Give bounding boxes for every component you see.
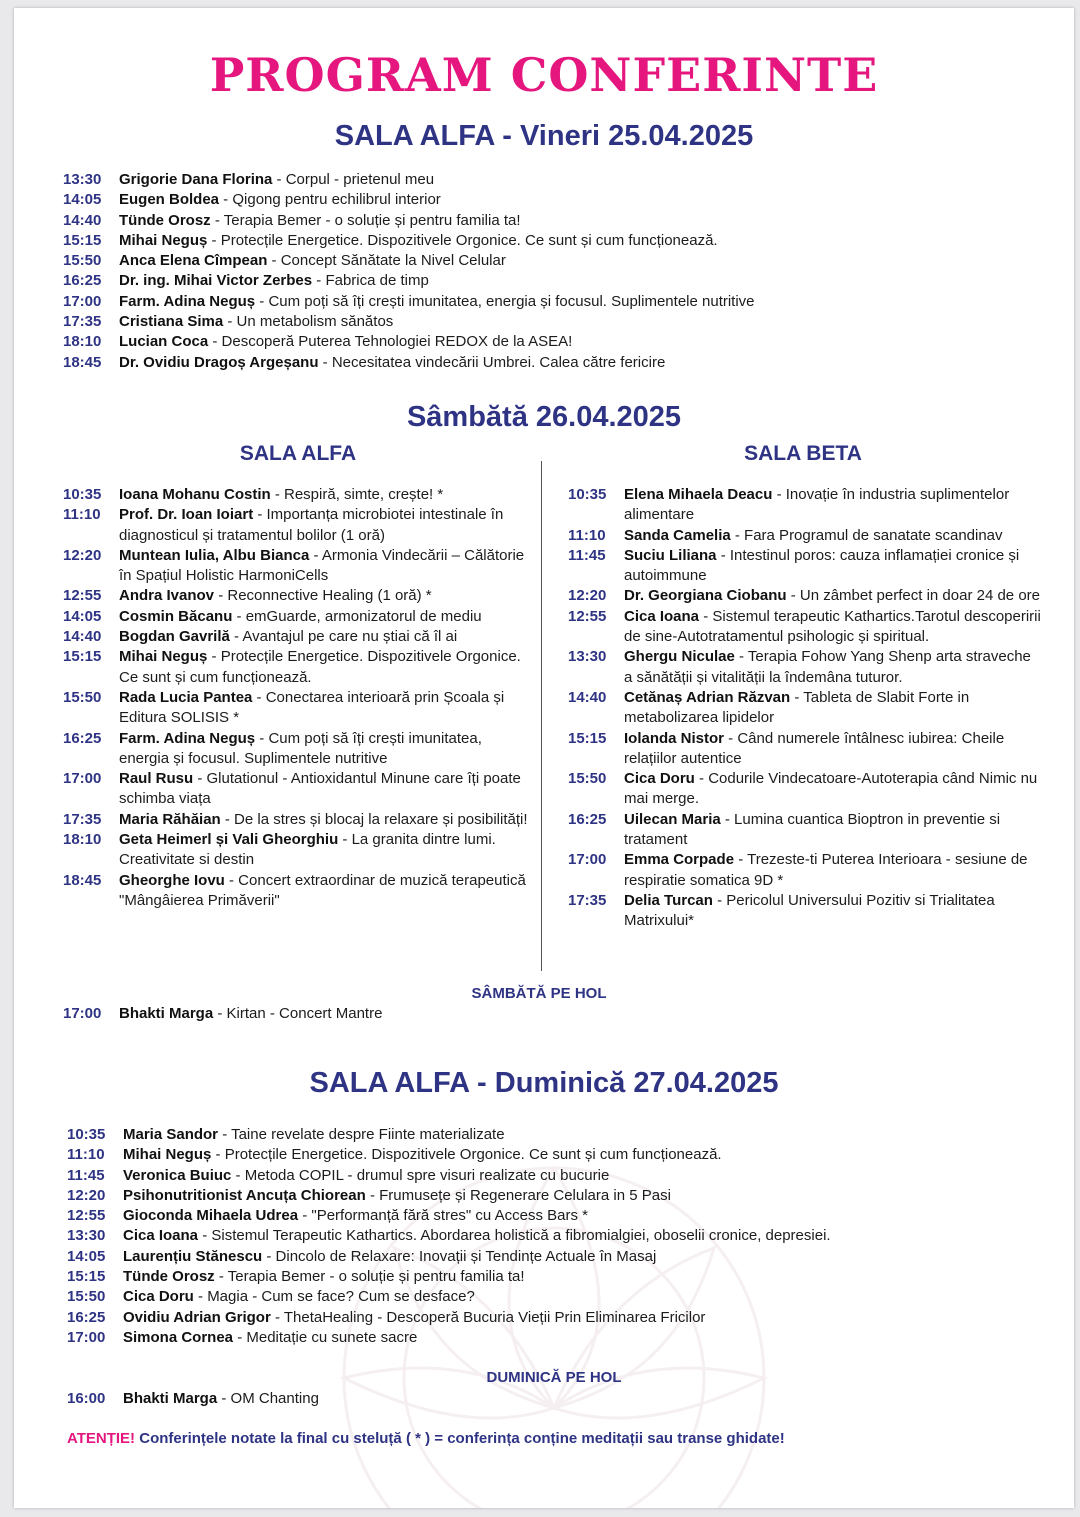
entry-topic: - De la stres și blocaj la relaxare și posibilități! xyxy=(220,810,528,828)
entry-topic: - OM Chanting xyxy=(217,1390,319,1407)
schedule-entry xyxy=(568,647,1042,688)
entry-topic: - Kirtan - Concert Mantre xyxy=(213,1005,383,1022)
schedule-entry xyxy=(63,231,1043,251)
entry-description xyxy=(119,647,529,688)
entry-speaker: Grigorie Dana Florina xyxy=(119,171,273,188)
entry-time: 10:35 xyxy=(63,486,102,503)
entry-topic: - Descoperă Puterea Tehnologiei REDOX de la ASEA! xyxy=(208,333,573,351)
entry-topic: - Sistemul terapeutic Kathartics.Tarotul descoperirii de sine-Autotratamentul psihologic și spiritual. xyxy=(624,607,1041,646)
entry-topic: - Trezeste-ti Puterea Interioara - sesiune de respiratie somatica 9D * xyxy=(624,851,1028,889)
entry-time: 18:10 xyxy=(63,831,102,849)
schedule-entry xyxy=(63,1004,663,1024)
entry-description xyxy=(123,1267,1057,1287)
entry-topic: - Necesitatea vindecării Umbrei. Calea către fericire xyxy=(318,353,666,371)
entry-topic: - Un metabolism sănătos xyxy=(223,313,394,331)
schedule-entry xyxy=(63,505,529,546)
schedule-entry xyxy=(63,688,529,729)
entry-time: 15:15 xyxy=(63,648,102,666)
schedule-entry xyxy=(67,1206,1057,1226)
entry-topic: - emGuarde, armonizatorul de mediu xyxy=(232,607,482,625)
entry-description xyxy=(624,810,1042,851)
entry-topic: - Conectarea interioară prin Școala și Editura SOLISIS * xyxy=(119,688,505,727)
entry-speaker: Andra Ivanov xyxy=(119,587,215,605)
schedule-entry xyxy=(63,190,1043,210)
entry-topic: - Cum poți să îți crești imunitatea, energia și focusul. Suplimentele nutritive xyxy=(119,729,482,767)
entry-description xyxy=(119,586,529,606)
entry-speaker: Veronica Buiuc xyxy=(123,1166,232,1184)
entry-time: 14:40 xyxy=(63,628,102,646)
entry-time: 18:45 xyxy=(63,353,102,371)
schedule-entry xyxy=(63,332,1043,352)
saturday-beta-schedule xyxy=(568,485,1042,932)
entry-topic: - Pericolul Universului Pozitiv si Trialitatea Matrixului* xyxy=(624,891,995,930)
entry-description xyxy=(119,332,1043,352)
entry-description xyxy=(119,871,529,912)
entry-speaker: Simona Cornea xyxy=(123,1328,234,1346)
entry-time: 14:40 xyxy=(568,688,607,706)
entry-time: 11:45 xyxy=(568,546,606,564)
entry-topic: - Tableta de Slabit Forte in metabolizarea lipidelor xyxy=(624,688,970,727)
entry-speaker: Lucian Coca xyxy=(119,333,209,351)
schedule-entry xyxy=(568,810,1042,851)
entry-time: 12:55 xyxy=(568,607,607,625)
schedule-entry xyxy=(63,871,529,912)
entry-topic: - Avantajul pe care nu știai că îl ai xyxy=(229,628,458,646)
entry-description xyxy=(119,485,529,505)
entry-speaker: Maria Răhăian xyxy=(119,810,221,828)
entry-speaker: Uilecan Maria xyxy=(624,810,721,828)
schedule-entry xyxy=(67,1389,667,1409)
entry-time: 18:10 xyxy=(63,333,102,351)
entry-topic: - Fabrica de timp xyxy=(312,272,429,290)
sunday-heading: SALA ALFA - Duminică 27.04.2025 xyxy=(309,1067,779,1099)
entry-description xyxy=(123,1206,1057,1226)
entry-description xyxy=(119,546,529,587)
entry-time: 16:00 xyxy=(67,1390,106,1407)
entry-time: 10:35 xyxy=(568,486,607,503)
entry-time: 11:10 xyxy=(568,526,606,544)
entry-time: 14:05 xyxy=(67,1247,106,1265)
entry-description xyxy=(119,627,529,647)
entry-time: 14:05 xyxy=(63,607,102,625)
entry-speaker: Maria Sandor xyxy=(123,1126,219,1143)
entry-topic: - "Performanță fără stres" cu Access Bars * xyxy=(298,1207,588,1225)
entry-description xyxy=(119,271,1043,291)
entry-description xyxy=(119,1004,663,1024)
schedule-entry xyxy=(568,485,1042,526)
entry-description xyxy=(123,1186,1057,1206)
entry-speaker: Bogdan Gavrilă xyxy=(119,628,230,646)
entry-time: 17:35 xyxy=(568,891,607,909)
entry-topic: - Lumina cuantica Bioptron in preventie si tratament xyxy=(624,810,1001,849)
program-page xyxy=(14,8,1074,1508)
entry-time: 17:00 xyxy=(63,770,102,788)
entry-topic: - Sistemul Terapeutic Kathartics. Abordarea holistică a fibromialgiei, oboselii cronice, depresiei. xyxy=(198,1227,831,1245)
entry-description xyxy=(624,688,1042,729)
entry-description xyxy=(123,1125,1057,1145)
entry-speaker: Ioana Mohanu Costin xyxy=(119,486,271,503)
entry-time: 17:35 xyxy=(63,810,102,828)
entry-speaker: Mihai Neguș xyxy=(119,648,208,666)
entry-time: 16:25 xyxy=(67,1308,106,1326)
sunday-hol-schedule xyxy=(67,1389,667,1409)
schedule-entry xyxy=(63,292,1043,312)
schedule-entry xyxy=(63,627,529,647)
saturday-hol-schedule xyxy=(63,1004,663,1024)
schedule-entry xyxy=(67,1166,1057,1186)
entry-time: 14:40 xyxy=(63,211,102,229)
schedule-entry xyxy=(63,546,529,587)
entry-time: 15:50 xyxy=(67,1288,106,1306)
entry-description xyxy=(123,1287,1057,1307)
entry-description xyxy=(119,231,1043,251)
entry-description xyxy=(123,1145,1057,1165)
entry-topic: - Protecțile Energetice. Dispozitivele Orgonice. Ce sunt și cum funcționează. xyxy=(211,1146,722,1164)
column-divider xyxy=(541,461,542,971)
entry-topic: - Glutationul - Antioxidantul Minune care îți poate schimba viața xyxy=(119,770,521,808)
entry-time: 17:00 xyxy=(63,1005,102,1022)
entry-description xyxy=(119,292,1043,312)
entry-speaker: Cosmin Băcanu xyxy=(119,607,233,625)
saturday-beta-heading: SALA BETA xyxy=(744,442,862,465)
entry-topic: - Intestinul poros: cauza inflamației cronice și autoimmune xyxy=(624,546,1020,585)
entry-topic: - Dincolo de Relaxare: Inovații și Tendințe Actuale în Masaj xyxy=(262,1247,657,1265)
entry-time: 12:20 xyxy=(67,1186,106,1204)
entry-description xyxy=(119,251,1043,271)
entry-speaker: Gioconda Mihaela Udrea xyxy=(123,1207,299,1225)
entry-description xyxy=(624,607,1042,648)
entry-description xyxy=(624,586,1042,606)
entry-time: 15:50 xyxy=(63,252,102,270)
schedule-entry xyxy=(63,810,529,830)
entry-topic: - La granita dintre lumi. Creativitate si destin xyxy=(119,831,496,869)
entry-speaker: Mihai Neguș xyxy=(119,231,208,249)
entry-description xyxy=(119,769,529,810)
entry-topic: - ThetaHealing - Descoperă Bucuria Vieții Prin Eliminarea Fricilor xyxy=(270,1308,706,1326)
schedule-entry xyxy=(63,830,529,871)
entry-time: 11:45 xyxy=(67,1166,105,1184)
entry-time: 12:20 xyxy=(568,587,607,605)
entry-time: 18:45 xyxy=(63,871,102,889)
entry-speaker: Anca Elena Cîmpean xyxy=(119,252,268,270)
entry-topic: - Când numerele întâlnesc iubirea: Cheile relațiilor autentice xyxy=(624,729,1005,767)
schedule-entry xyxy=(63,586,529,606)
entry-topic: - Protecțile Energetice. Dispozitivele Orgonice. Ce sunt și cum funcționează. xyxy=(119,648,521,686)
entry-speaker: Laurențiu Stănescu xyxy=(123,1247,263,1265)
schedule-entry xyxy=(568,526,1042,546)
entry-speaker: Dr. Georgiana Ciobanu xyxy=(624,587,787,605)
schedule-entry xyxy=(67,1145,1057,1165)
entry-topic: - Meditație cu sunete sacre xyxy=(233,1328,418,1346)
sunday-schedule xyxy=(67,1125,1057,1348)
entry-topic: - Protecțile Energetice. Dispozitivele Orgonice. Ce sunt și cum funcționează. xyxy=(207,231,718,249)
entry-speaker: Delia Turcan xyxy=(624,891,713,909)
schedule-entry xyxy=(67,1247,1057,1267)
entry-time: 12:55 xyxy=(63,587,102,605)
entry-topic: - Terapia Fohow Yang Shenp arta straveche a sănătății și vitalității la îndemâna tuturor. xyxy=(624,648,1031,686)
schedule-entry xyxy=(63,607,529,627)
entry-description xyxy=(119,607,529,627)
entry-time: 17:00 xyxy=(63,292,102,310)
sunday-hol-heading: DUMINICĂ PE HOL xyxy=(486,1369,622,1386)
entry-description xyxy=(119,312,1043,332)
entry-speaker: Elena Mihaela Deacu xyxy=(624,486,773,503)
entry-time: 15:15 xyxy=(568,729,607,747)
schedule-entry xyxy=(568,729,1042,770)
entry-topic: - Codurile Vindecatoare-Autoterapia când Nimic nu mai merge. xyxy=(624,770,1038,808)
entry-time: 13:30 xyxy=(67,1227,106,1245)
entry-speaker: Cica Ioana xyxy=(123,1227,199,1245)
schedule-entry xyxy=(63,729,529,770)
schedule-entry xyxy=(67,1328,1057,1348)
entry-description xyxy=(119,211,1043,231)
schedule-entry xyxy=(67,1267,1057,1287)
schedule-entry xyxy=(67,1287,1057,1307)
entry-topic: - Metoda COPIL - drumul spre visuri realizate cu bucurie xyxy=(231,1166,610,1184)
entry-speaker: Cica Doru xyxy=(123,1288,194,1306)
entry-description xyxy=(123,1389,667,1409)
entry-time: 15:50 xyxy=(568,770,607,788)
entry-topic: - Magia - Cum se face? Cum se desface? xyxy=(193,1288,475,1306)
entry-description xyxy=(123,1328,1057,1348)
schedule-entry xyxy=(63,170,1043,190)
entry-description xyxy=(624,526,1042,546)
entry-speaker: Eugen Boldea xyxy=(119,191,220,209)
entry-topic: - Qigong pentru echilibrul interior xyxy=(219,191,441,209)
schedule-entry xyxy=(67,1226,1057,1246)
saturday-heading: Sâmbătă 26.04.2025 xyxy=(406,401,682,433)
schedule-entry xyxy=(63,251,1043,271)
schedule-entry xyxy=(63,647,529,688)
schedule-entry xyxy=(568,546,1042,587)
entry-topic: - Frumusețe și Regenerare Celulara in 5 Pasi xyxy=(365,1186,671,1204)
entry-description xyxy=(123,1247,1057,1267)
entry-time: 11:10 xyxy=(63,506,101,524)
entry-speaker: Bhakti Marga xyxy=(123,1390,218,1407)
schedule-entry xyxy=(63,485,529,505)
entry-speaker: Bhakti Marga xyxy=(119,1005,214,1022)
entry-speaker: Ovidiu Adrian Grigor xyxy=(123,1308,271,1326)
entry-speaker: Raul Rusu xyxy=(119,770,194,788)
saturday-alfa-schedule xyxy=(63,485,529,911)
entry-speaker: Suciu Liliana xyxy=(624,546,717,564)
entry-description xyxy=(119,353,1043,373)
schedule-entry xyxy=(568,607,1042,648)
entry-topic: - Armonia Vindecării – Călătorie în Spațiul Holistic HarmoniCells xyxy=(119,546,525,585)
entry-topic: - Respiră, simte, crește! * xyxy=(270,486,444,503)
attention-note xyxy=(67,1430,785,1447)
entry-description xyxy=(624,729,1042,770)
entry-description xyxy=(624,485,1042,526)
entry-time: 17:00 xyxy=(568,851,607,869)
entry-speaker: Dr. ing. Mihai Victor Zerbes xyxy=(119,272,313,290)
entry-speaker: Ghergu Niculae xyxy=(624,648,735,666)
entry-speaker: Sanda Camelia xyxy=(624,526,731,544)
entry-speaker: Gheorghe Iovu xyxy=(119,871,225,889)
entry-description xyxy=(119,688,529,729)
entry-speaker: Geta Heimerl și Vali Gheorghiu xyxy=(119,831,339,849)
entry-speaker: Cetănaș Adrian Răzvan xyxy=(624,688,791,706)
schedule-entry xyxy=(568,891,1042,932)
schedule-entry xyxy=(63,312,1043,332)
entry-time: 13:30 xyxy=(63,171,102,188)
entry-description xyxy=(119,190,1043,210)
entry-topic: - Inovație în industria suplimentelor alimentare xyxy=(624,486,1010,524)
entry-topic: - Concert extraordinar de muzică terapeutică "Mângâierea Primăverii" xyxy=(119,871,526,909)
entry-description xyxy=(119,729,529,770)
entry-description xyxy=(119,505,529,546)
entry-time: 14:05 xyxy=(63,191,102,209)
entry-description xyxy=(624,647,1042,688)
entry-time: 17:00 xyxy=(67,1328,106,1346)
entry-speaker: Tünde Orosz xyxy=(119,211,211,229)
entry-speaker: Cristiana Sima xyxy=(119,313,224,331)
schedule-entry xyxy=(63,769,529,810)
entry-description xyxy=(624,891,1042,932)
entry-topic: - Importanța microbiotei intestinale în diagnosticul și tratamentul bolilor (1 oră) xyxy=(119,506,504,544)
attention-text: Conferințele notate la final cu steluță ( * ) = conferința conține meditații sau transe ghidate! xyxy=(135,1430,785,1447)
entry-topic: - Un zâmbet perfect in doar 24 de ore xyxy=(786,587,1041,605)
entry-time: 17:35 xyxy=(63,313,102,331)
entry-time: 12:20 xyxy=(63,546,102,564)
friday-heading: SALA ALFA - Vineri 25.04.2025 xyxy=(334,120,754,152)
entry-description xyxy=(119,170,1043,190)
entry-time: 13:30 xyxy=(568,648,607,666)
entry-description xyxy=(119,830,529,871)
entry-speaker: Rada Lucia Pantea xyxy=(119,688,253,706)
entry-time: 11:10 xyxy=(67,1146,105,1164)
entry-time: 15:15 xyxy=(63,231,102,249)
entry-speaker: Mihai Neguș xyxy=(123,1146,212,1164)
entry-speaker: Farm. Adina Neguș xyxy=(119,729,256,747)
schedule-entry xyxy=(63,353,1043,373)
saturday-alfa-heading: SALA ALFA xyxy=(239,442,357,465)
entry-time: 12:55 xyxy=(67,1207,106,1225)
entry-speaker: Cica Ioana xyxy=(624,607,700,625)
entry-time: 16:25 xyxy=(63,729,102,747)
entry-description xyxy=(119,810,529,830)
entry-topic: - Cum poți să îți crești imunitatea, energia și focusul. Suplimentele nutritive xyxy=(255,292,755,310)
entry-speaker: Tünde Orosz xyxy=(123,1268,215,1286)
entry-speaker: Muntean Iulia, Albu Bianca xyxy=(119,546,310,564)
entry-time: 10:35 xyxy=(67,1126,106,1143)
attention-label: ATENȚIE! xyxy=(67,1430,136,1447)
entry-speaker: Prof. Dr. Ioan Ioiart xyxy=(119,506,254,524)
entry-speaker: Psihonutritionist Ancuța Chiorean xyxy=(123,1186,366,1204)
schedule-entry xyxy=(568,850,1042,891)
schedule-entry xyxy=(67,1125,1057,1145)
schedule-entry xyxy=(63,211,1043,231)
friday-schedule xyxy=(63,170,1043,373)
entry-topic: - Terapia Bemer - o soluție și pentru familia ta! xyxy=(210,211,521,229)
entry-description xyxy=(624,850,1042,891)
entry-topic: - Concept Sănătate la Nivel Celular xyxy=(267,252,506,270)
entry-speaker: Dr. Ovidiu Dragoș Argeșanu xyxy=(119,353,319,371)
entry-description xyxy=(123,1226,1057,1246)
entry-topic: - Terapia Bemer - o soluție și pentru familia ta! xyxy=(214,1268,525,1286)
entry-time: 16:25 xyxy=(568,810,607,828)
page-title: PROGRAM CONFERINTE xyxy=(209,48,879,102)
entry-time: 16:25 xyxy=(63,272,102,290)
entry-topic: - Reconnective Healing (1 oră) * xyxy=(214,587,432,605)
entry-description xyxy=(123,1166,1057,1186)
entry-topic: - Fara Programul de sanatate scandinav xyxy=(730,526,1003,544)
schedule-entry xyxy=(63,271,1043,291)
entry-time: 15:50 xyxy=(63,688,102,706)
entry-description xyxy=(123,1308,1057,1328)
entry-speaker: Farm. Adina Neguș xyxy=(119,292,256,310)
schedule-entry xyxy=(568,769,1042,810)
entry-description xyxy=(624,546,1042,587)
entry-speaker: Iolanda Nistor xyxy=(624,729,725,747)
entry-time: 15:15 xyxy=(67,1268,106,1286)
schedule-entry xyxy=(67,1308,1057,1328)
entry-topic: - Corpul - prietenul meu xyxy=(272,171,435,188)
schedule-entry xyxy=(67,1186,1057,1206)
saturday-hol-heading: SÂMBĂTĂ PE HOL xyxy=(471,985,607,1002)
schedule-entry xyxy=(568,688,1042,729)
entry-topic: - Taine revelate despre Fiinte materializate xyxy=(218,1126,505,1143)
schedule-entry xyxy=(568,586,1042,606)
entry-description xyxy=(624,769,1042,810)
entry-speaker: Cica Doru xyxy=(624,770,695,788)
entry-speaker: Emma Corpade xyxy=(624,851,735,869)
